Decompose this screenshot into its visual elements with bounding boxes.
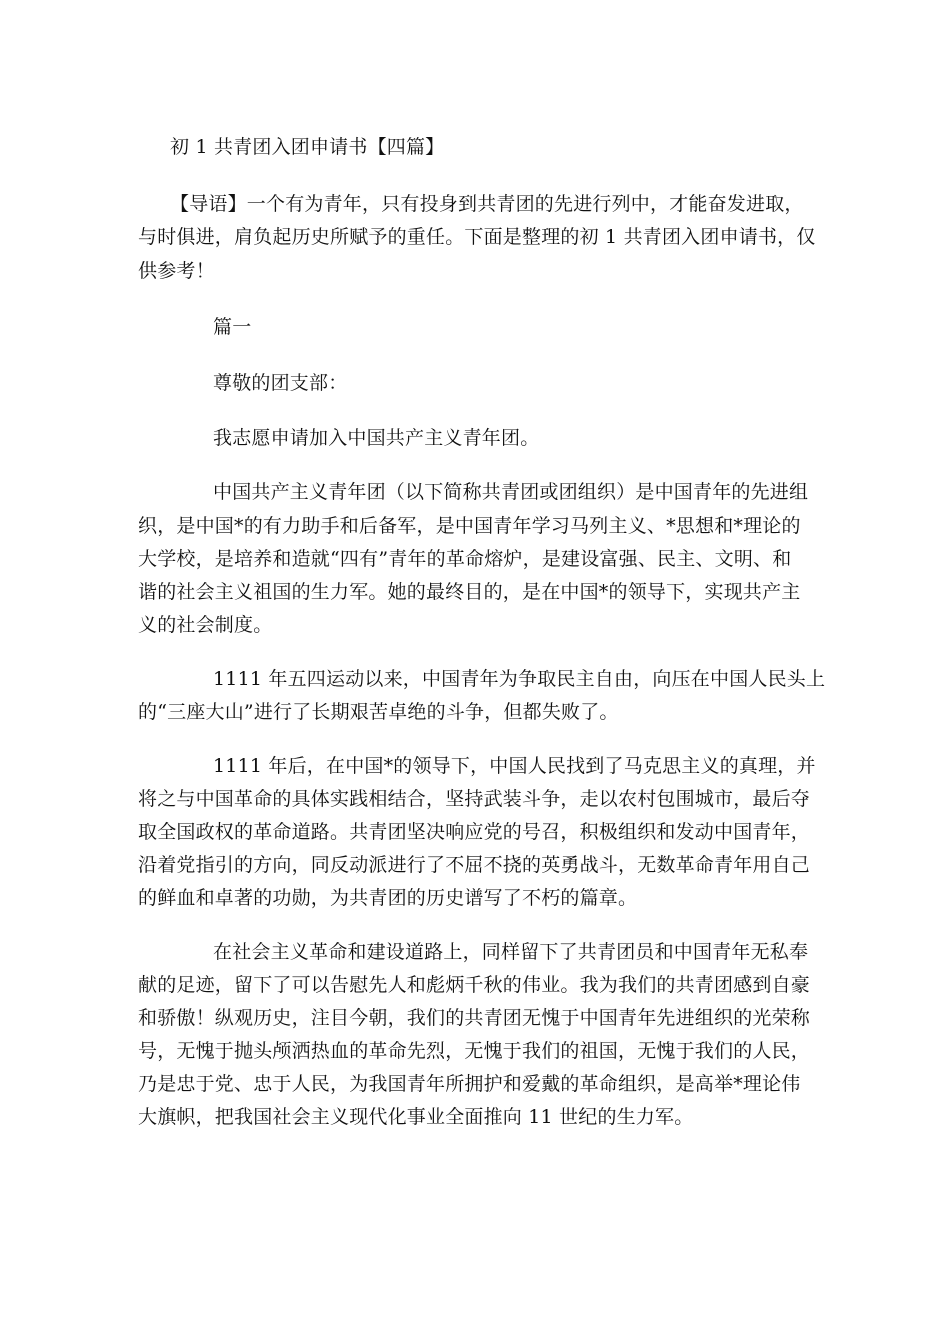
paragraph-line: 的“三座大山”进行了长期艰苦卓绝的斗争，但都失败了。 <box>138 701 619 723</box>
paragraph-line: 谐的社会主义祖国的生力军。她的最终目的，是在中国*的领导下，实现共产主 <box>138 581 801 603</box>
paragraph-line: 大旗帜，把我国社会主义现代化事业全面推向 11 世纪的生力军。 <box>138 1106 694 1128</box>
paragraph-line: 织，是中国*的有力助手和后备军，是中国青年学习马列主义、*思想和*理论的 <box>138 515 801 537</box>
paragraph-line: 号，无愧于抛头颅洒热血的革命先烈，无愧于我们的祖国，无愧于我们的人民， <box>138 1040 811 1062</box>
document-page <box>138 0 826 1344</box>
paragraph-line: 乃是忠于党、忠于人民，为我国青年所拥护和爱戴的革命组织，是高举*理论伟 <box>138 1073 801 1095</box>
paragraph-line: 在社会主义革命和建设道路上，同样留下了共青团员和中国青年无私奉 <box>213 941 809 963</box>
intro-line: 与时俱进，肩负起历史所赋予的重任。下面是整理的初 1 共青团入团申请书，仅 <box>138 226 816 248</box>
paragraph-line: 献的足迹，留下了可以告慰先人和彪炳千秋的伟业。我为我们的共青团感到自豪 <box>138 974 811 996</box>
intro-line: 【导语】一个有为青年，只有投身到共青团的先进行列中，才能奋发进取， <box>170 193 804 215</box>
paragraph-line: 和骄傲！纵观历史，注目今朝，我们的共青团无愧于中国青年先进组织的光荣称 <box>138 1007 811 1029</box>
paragraph-line: 1111 年五四运动以来，中国青年为争取民主自由，向压在中国人民头上 <box>213 668 826 690</box>
paragraph-line: 义的社会制度。 <box>138 614 273 636</box>
paragraph-line: 1111 年后，在中国*的领导下，中国人民找到了马克思主义的真理，并 <box>213 755 816 777</box>
paragraph-line: 大学校，是培养和造就“四有”青年的革命熔炉，是建设富强、民主、文明、和 <box>138 548 792 570</box>
paragraph-line: 中国共产主义青年团（以下简称共青团或团组织）是中国青年的先进组 <box>213 481 809 503</box>
salutation: 尊敬的团支部： <box>213 372 348 394</box>
document-title: 初 1 共青团入团申请书【四篇】 <box>170 136 445 158</box>
section-heading: 篇一 <box>213 316 252 338</box>
paragraph-line: 取全国政权的革命道路。共青团坚决响应党的号召，积极组织和发动中国青年， <box>138 821 811 843</box>
paragraph-line: 的鲜血和卓著的功勋，为共青团的历史谱写了不朽的篇章。 <box>138 887 638 909</box>
paragraph-line: 我志愿申请加入中国共产主义青年团。 <box>213 427 540 449</box>
intro-line: 供参考！ <box>138 260 215 282</box>
paragraph-line: 沿着党指引的方向，同反动派进行了不屈不挠的英勇战斗，无数革命青年用自己 <box>138 854 811 876</box>
paragraph-line: 将之与中国革命的具体实践相结合，坚持武装斗争，走以农村包围城市，最后夺 <box>138 788 811 810</box>
